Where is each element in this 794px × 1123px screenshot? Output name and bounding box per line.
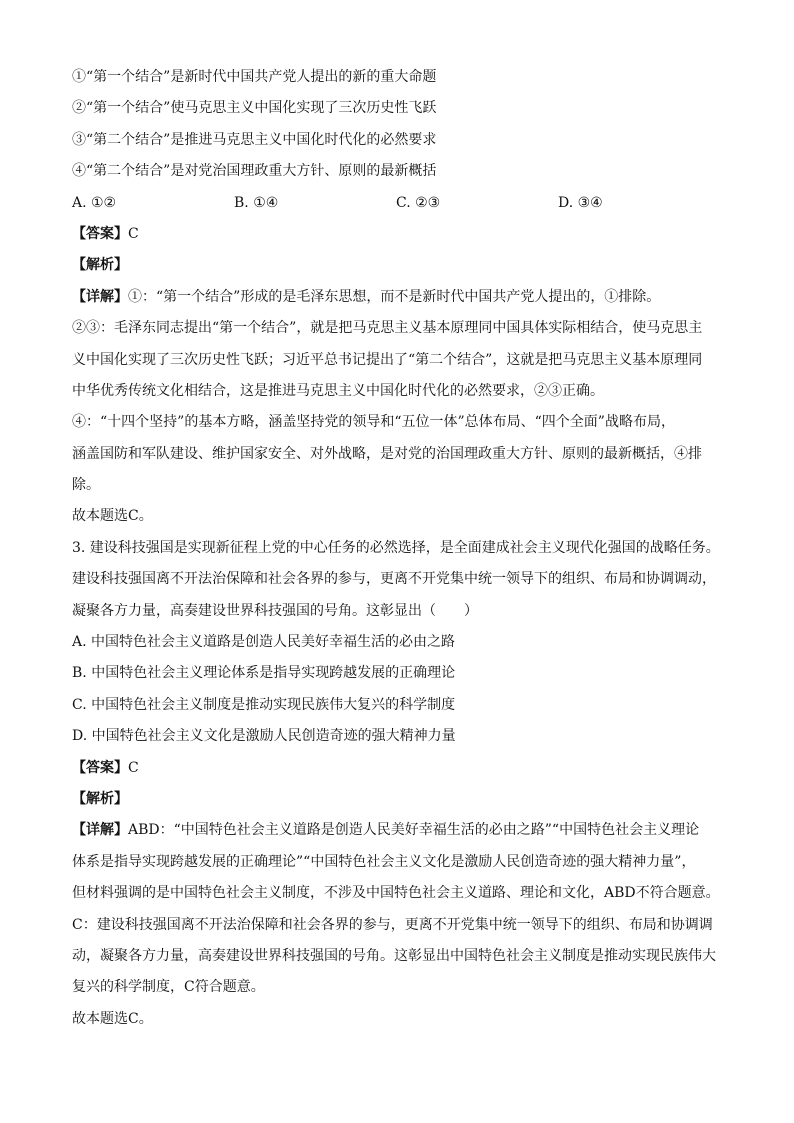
q2-option-a: A. ①②: [72, 194, 117, 211]
q3-option-d: D. 中国特色社会主义文化是激励人民创造奇迹的强大精神力量: [72, 728, 456, 745]
q3-option-b: B. 中国特色社会主义理论体系是指导实现跨越发展的正确理论: [72, 665, 456, 682]
q3-explanation-5: 动，凝聚各方力量，高奏建设世界科技强国的号角。这彰显出中国特色社会主义制度是推动实现民族伟大: [72, 947, 716, 964]
q2-analysis-heading: 【解析】: [72, 257, 128, 274]
answer-value: C: [128, 759, 139, 776]
q2-option-c: C. ②③: [396, 194, 441, 211]
q3-stem-1: 3. 建设科技强国是实现新征程上党的中心任务的必然选择，是全面建成社会主义现代化强国的战略任务。: [72, 539, 720, 556]
q3-explanation-3: 但材料强调的是中国特色社会主义制度，不涉及中国特色社会主义道路、理论和文化，ABD不符合题意。: [72, 885, 720, 902]
q3-stem-2: 建设科技强国离不开法治保障和社会各界的参与，更离不开党集中统一领导下的组织、布局和协调调动，: [72, 571, 716, 588]
q2-statement-2: ②“第一个结合”使马克思主义中国化实现了三次历史性飞跃: [72, 100, 437, 117]
document-page: [72, 62, 742, 1035]
q2-explanation-5: ④：“十四个坚持”的基本方略，涵盖坚持党的领导和“五位一体”总体布局、“四个全面”战略布局，: [72, 414, 675, 431]
q2-explanation-2: ②③：毛泽东同志提出“第一个结合”，就是把马克思主义基本原理同中国具体实际相结合，使马克思主: [72, 320, 703, 337]
q3-option-a: A. 中国特色社会主义道路是创造人民美好幸福生活的必由之路: [72, 634, 456, 651]
q3-explanation-1: [72, 815, 742, 846]
q2-explanation-4: 中华优秀传统文化相结合，这是推进马克思主义中国化时代化的必然要求，②③正确。: [72, 382, 604, 399]
q3-option-c: C. 中国特色社会主义制度是推动实现民族伟大复兴的科学制度: [72, 696, 456, 713]
q2-conclusion: 故本题选C。: [72, 508, 153, 525]
q3-explanation-4: C：建设科技强国离不开法治保障和社会各界的参与，更离不开党集中统一领导下的组织、布局和协调调: [72, 916, 713, 933]
answer-value: C: [128, 225, 139, 242]
q2-option-d: D. ③④: [558, 194, 603, 211]
q2-answer: [72, 219, 742, 250]
q3-answer: [72, 753, 742, 784]
q2-option-b: B. ①④: [234, 194, 279, 211]
answer-tag: 【答案】: [72, 225, 128, 242]
detail-tag: 【详解】: [72, 822, 128, 839]
q3-analysis-heading: 【解析】: [72, 790, 128, 807]
q2-explanation-1: [72, 282, 742, 313]
explanation-text: ①：“第一个结合”形成的是毛泽东思想，而不是新时代中国共产党人提出的，①排除。: [128, 288, 661, 305]
q2-statement-4: ④“第二个结合”是对党治国理政重大方针、原则的最新概括: [72, 163, 437, 180]
q2-statement-1: ①“第一个结合”是新时代中国共产党人提出的新的重大命题: [72, 69, 437, 85]
q3-conclusion: 故本题选C。: [72, 1010, 153, 1027]
q2-statement-3: ③“第二个结合”是推进马克思主义中国化时代化的必然要求: [72, 131, 437, 148]
detail-tag: 【详解】: [72, 288, 128, 305]
explanation-text: ABD：“中国特色社会主义道路是创造人民美好幸福生活的必由之路”“中国特色社会主义理论: [128, 822, 700, 839]
q3-explanation-6: 复兴的科学制度，C符合题意。: [72, 979, 265, 996]
q2-explanation-7: 除。: [72, 477, 100, 494]
q2-explanation-3: 义中国化实现了三次历史性飞跃；习近平总书记提出了“第二个结合”，这就是把马克思主义基本原理同: [72, 351, 703, 368]
q2-options: [72, 188, 742, 219]
q3-stem-3: 凝聚各方力量，高奏建设世界科技强国的号角。这彰显出（ ）: [72, 602, 478, 619]
q2-explanation-6: 涵盖国防和军队建设、维护国家安全、对外战略，是对党的治国理政重大方针、原则的最新概括，④排: [72, 445, 702, 462]
q3-explanation-2: 体系是指导实现跨越发展的正确理论”“中国特色社会主义文化是激励人民创造奇迹的强大精神力量”，: [72, 853, 696, 870]
answer-tag: 【答案】: [72, 759, 128, 776]
